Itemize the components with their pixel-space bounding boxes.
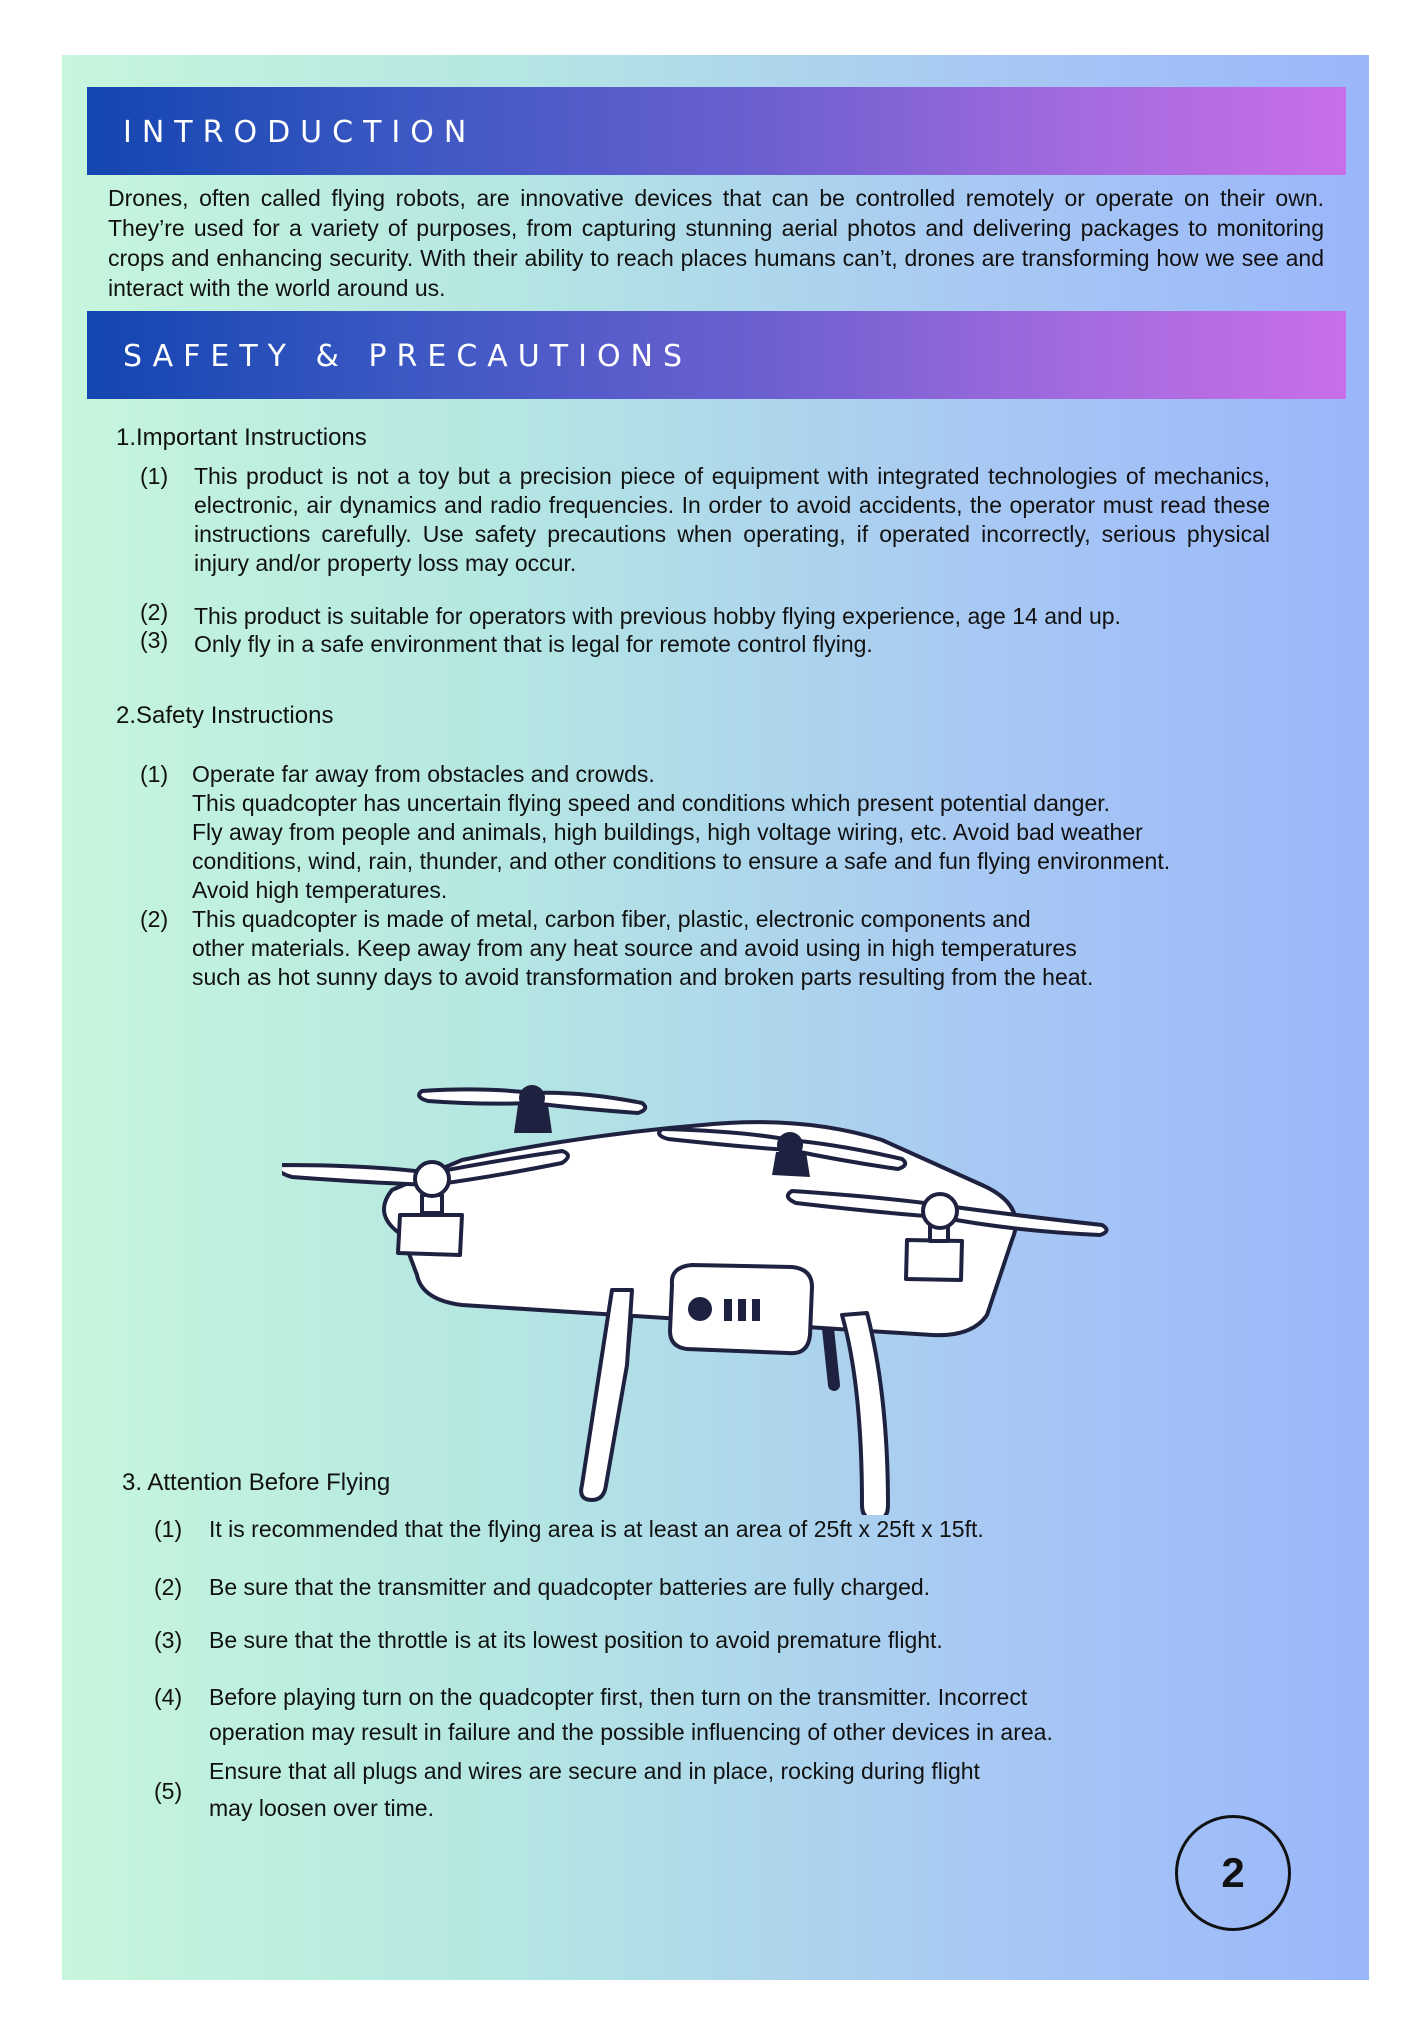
item-text: It is recommended that the flying area is at least an area of 25ft x 25ft x 15ft. [209, 1516, 984, 1542]
item-text [209, 1680, 1053, 1750]
page-number: 2 [1175, 1815, 1291, 1931]
before-flying-heading: 3. Attention Before Flying [122, 1469, 391, 1496]
item-number: (2) [154, 1574, 183, 1600]
drone-icon [282, 1055, 1182, 1515]
intro-paragraph: Drones, often called flying robots, are innovative devices that can be controlled remotely or operate on their own. They’re used for a variety of purposes, from capturing stunning aerial photos and delivering packages to monitoring crops and enhancing security. With their ability to reach places humans can’t, drones are transforming how we see and interact with the world around us. [108, 185, 1324, 301]
safety-instructions-heading: 2.Safety Instructions [116, 702, 334, 729]
intro-banner [87, 87, 1346, 175]
item-text: Be sure that the throttle is at its lowest position to avoid premature flight. [209, 1627, 943, 1653]
text-line: Operate far away from obstacles and crowds. [192, 761, 655, 787]
item-number: (2) [140, 599, 169, 625]
item-text [192, 905, 1093, 992]
text-line: operation may result in failure and the possible influencing of other devices in area. [209, 1719, 1053, 1745]
text-line: This quadcopter is made of metal, carbon fiber, plastic, electronic components and [192, 906, 1031, 932]
text-line: other materials. Keep away from any heat source and avoid using in high temperatures [192, 935, 1077, 961]
item-number: (3) [140, 627, 169, 653]
page [62, 55, 1369, 1980]
text-line: conditions, wind, rain, thunder, and other conditions to ensure a safe and fun flying environment. [192, 848, 1171, 874]
item-text: This product is suitable for operators with previous hobby flying experience, age 14 and up. [194, 603, 1121, 629]
item-text: Be sure that the transmitter and quadcopter batteries are fully charged. [209, 1574, 931, 1600]
text-line: Avoid high temperatures. [192, 877, 448, 903]
text-line: This quadcopter has uncertain flying speed and conditions which present potential danger. [192, 790, 1111, 816]
text-line: Before playing turn on the quadcopter first, then turn on the transmitter. Incorrect [209, 1684, 1028, 1710]
text-line: may loosen over time. [209, 1795, 434, 1821]
item-number: (1) [154, 1516, 183, 1542]
item-number: (4) [154, 1684, 183, 1710]
text-line: Ensure that all plugs and wires are secure and in place, rocking during flight [209, 1758, 980, 1784]
item-text [192, 760, 1170, 905]
intro-title: INTRODUCTION [123, 115, 477, 150]
item-text: This product is not a toy but a precision piece of equipment with integrated technologies of mechanics, electronic, air dynamics and radio frequencies. In order to avoid accidents, the operator must read these instructions carefully. Use safety precautions when operating, if operated incorrectly, serious physical injury and/or property loss may occur. [194, 463, 1270, 576]
safety-title: SAFETY & PRECAUTIONS [123, 339, 693, 374]
text-line: such as hot sunny days to avoid transformation and broken parts resulting from the heat. [192, 964, 1094, 990]
item-number: (2) [140, 906, 169, 932]
text-line: Fly away from people and animals, high buildings, high voltage wiring, etc. Avoid bad weather [192, 819, 1143, 845]
item-text [209, 1753, 980, 1827]
item-number: (1) [140, 761, 169, 787]
important-heading: 1.Important Instructions [116, 424, 367, 451]
item-number: (3) [154, 1627, 183, 1653]
item-text: Only fly in a safe environment that is legal for remote control flying. [194, 631, 873, 657]
item-number: (5) [154, 1778, 183, 1804]
item-number: (1) [140, 463, 169, 489]
safety-banner [87, 311, 1346, 399]
